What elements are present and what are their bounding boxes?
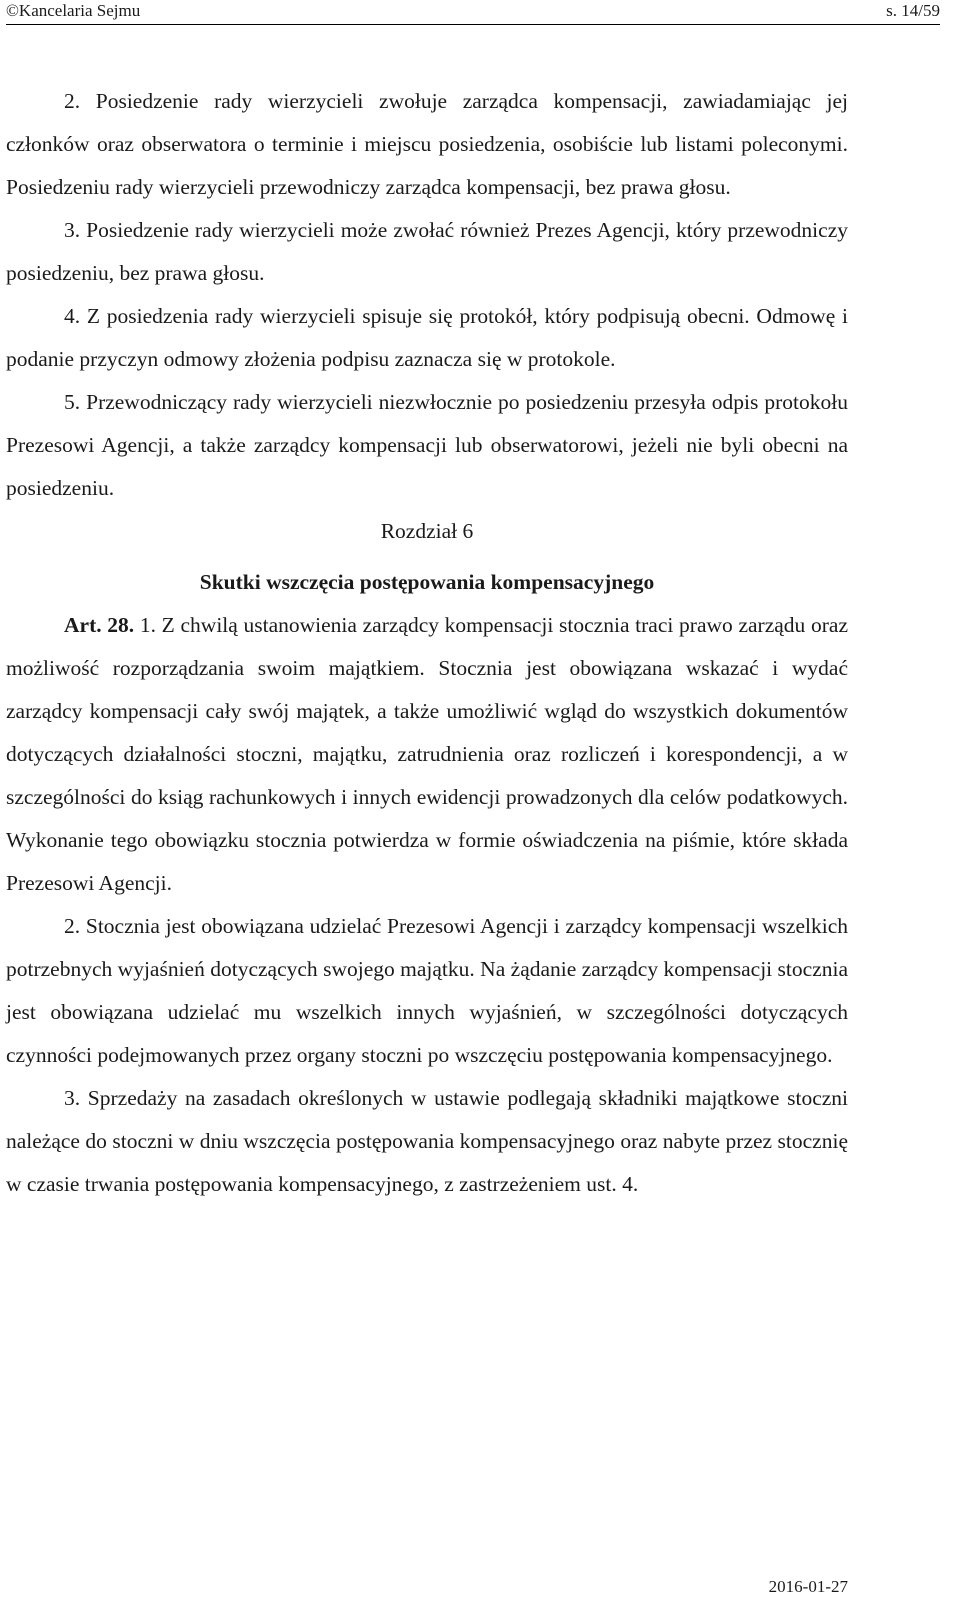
paragraph-2: 2. Posiedzenie rady wierzycieli zwołuje zarządca kompensacji, zawiadamiając jej członków oraz obserwatora o terminie i miejscu posiedzenia, osobiście lub listami poleconymi. Posiedzeniu rady wierzycieli przewodniczy zarządca kompensacji, bez prawa głosu. [6, 89, 848, 199]
article-28-paragraph-1 [6, 604, 848, 905]
paragraph-4: 4. Z posiedzenia rady wierzycieli spisuje się protokół, który podpisują obecni. Odmowę i podanie przyczyn odmowy złożenia podpisu zaznacza się w protokole. [6, 304, 848, 371]
chapter-title: Skutki wszczęcia postępowania kompensacyjnego [199, 570, 655, 594]
article-28-paragraph-3: 3. Sprzedaży na zasadach określonych w ustawie podlegają składniki majątkowe stoczni należące do stoczni w dniu wszczęcia postępowania kompensacyjnego oraz nabyte przez stocznię w czasie trwania postępowania kompensacyjnego, z zastrzeżeniem ust. 4. [6, 1086, 848, 1196]
article-label: Art. 28. [64, 613, 135, 637]
article-28-p1-text: 1. Z chwilą ustanowienia zarządcy kompensacji stocznia traci prawo zarządu oraz możliwość rozporządzania swoim majątkiem. Stocznia jest obowiązana wskazać i wydać zarządcy kompensacji cały swój majątek, a także umożliwić wgląd do wszystkich dokumentów dotyczących działalności stoczni, majątku, zatrudnienia oraz rozliczeń i korespondencji, a w szczególności do ksiąg rachunkowych i innych ewidencji prowadzonych dla celów podatkowych. Wykonanie tego obowiązku stocznia potwierdza w formie oświadczenia na piśmie, które składa Prezesowi Agencji. [6, 613, 848, 895]
paragraph-5: 5. Przewodniczący rady wierzycieli niezwłocznie po posiedzeniu przesyła odpis protokołu Prezesowi Agencji, a także zarządcy kompensacji lub obserwatorowi, jeżeli nie byli obecni na posiedzeniu. [6, 390, 848, 500]
chapter-number: Rozdział 6 [380, 519, 474, 543]
paragraph-3: 3. Posiedzenie rady wierzycieli może zwołać również Prezes Agencji, który przewodniczy posiedzeniu, bez prawa głosu. [6, 218, 848, 285]
copyright-label: ©Kancelaria Sejmu [6, 1, 141, 20]
document-body [6, 80, 848, 1206]
page-number: s. 14/59 [886, 1, 940, 20]
page-header [6, 0, 940, 25]
footer-date: 2016-01-27 [768, 1577, 848, 1596]
article-28-paragraph-2: 2. Stocznia jest obowiązana udzielać Prezesowi Agencji i zarządcy kompensacji wszelkich potrzebnych wyjaśnień dotyczących swojego majątku. Na żądanie zarządcy kompensacji stocznia jest obowiązana udzielać mu wszelkich innych wyjaśnień, w szczególności dotyczących czynności podejmowanych przez organy stoczni po wszczęciu postępowania kompensacyjnego. [6, 914, 848, 1067]
